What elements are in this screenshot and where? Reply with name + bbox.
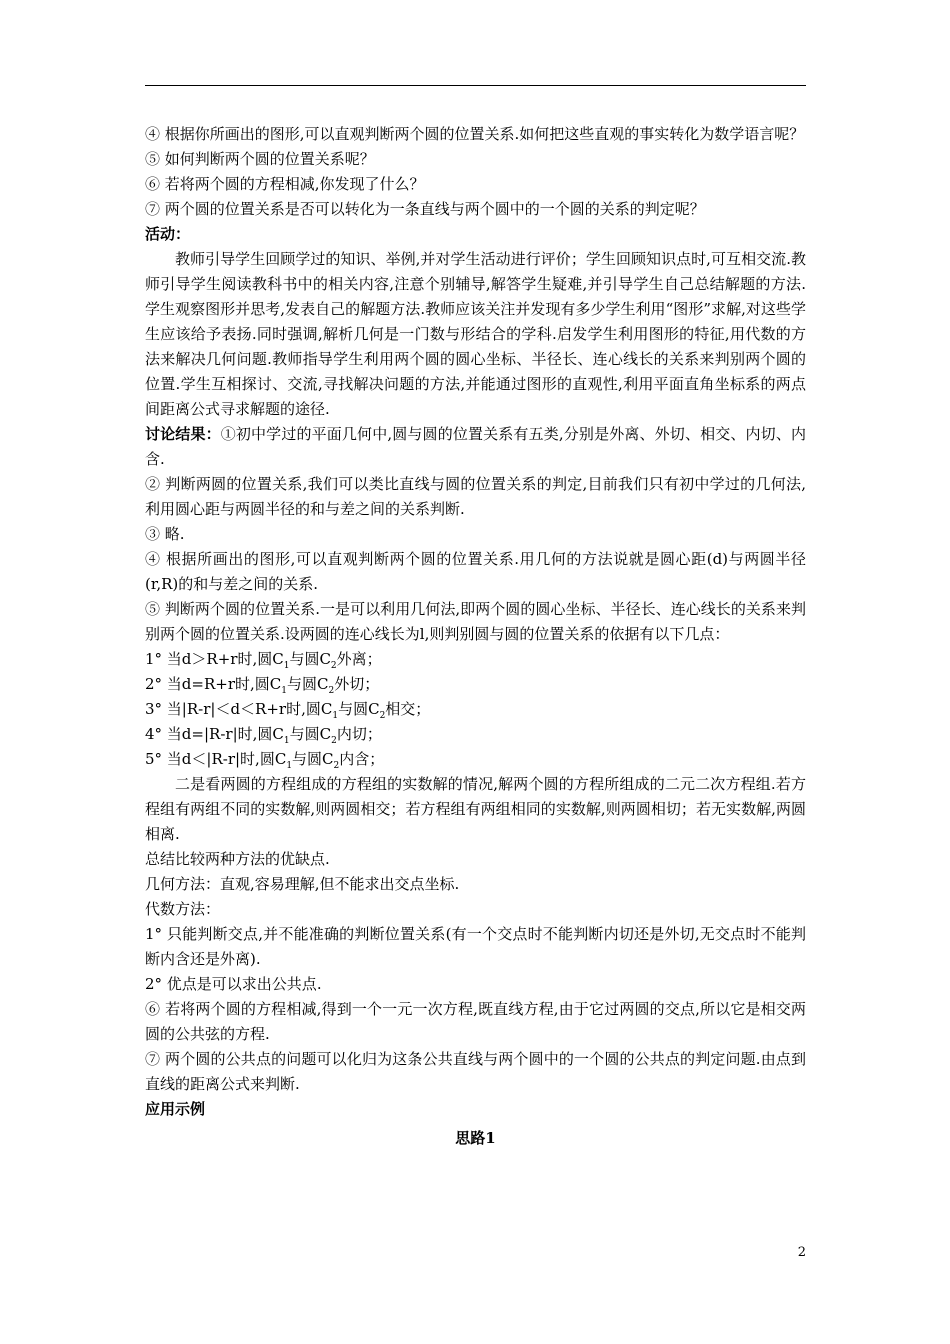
algebraic-method-paragraph: 二是看两圆的方程组成的方程组的实数解的情况,解两个圆的方程所组成的二元二次方程组.若方程组有两组不同的实数解,则两圆相交；若方程组有两组相同的实数解,则两圆相切；若无实数解,两圆相离.: [145, 775, 806, 843]
discussion-result-6: ⑥ 若将两个圆的方程相减,得到一个一元一次方程,既直线方程,由于它过两圆的交点,所以它是相交两圆的公共弦的方程.: [145, 1000, 806, 1043]
discussion-result-3: ③ 略.: [145, 525, 185, 543]
question-5: ⑤ 如何判断两个圆的位置关系呢？: [145, 150, 375, 168]
case-item: 2° 当d=R+r时,圆$C_1$与圆$C_2$外切；: [145, 675, 380, 696]
header-rule: [145, 85, 806, 86]
question-7: ⑦ 两个圆的位置关系是否可以转化为一条直线与两个圆中的一个圆的关系的判定呢？: [145, 200, 705, 218]
question-4: ④ 根据你所画出的图形,可以直观判断两个圆的位置关系.如何把这些直观的事实转化为数学语言呢？: [145, 125, 805, 143]
algebraic-point-2: 2° 优点是可以求出公共点.: [145, 975, 322, 993]
application-heading: 应用示例: [145, 1100, 206, 1118]
activity-heading: 活动：: [145, 225, 191, 243]
compare-methods: 总结比较两种方法的优缺点.: [145, 850, 330, 868]
application-subheading: 思路1: [455, 1129, 496, 1147]
page-content: [145, 122, 806, 1151]
geometric-method: 几何方法：直观,容易理解,但不能求出交点坐标.: [145, 875, 460, 893]
discussion-heading: 讨论结果：: [145, 425, 221, 443]
discussion-result-5: ⑤ 判断两个圆的位置关系.一是可以利用几何法,即两个圆的圆心坐标、半径长、连心线长的关系来判别两个圆的位置关系.设两圆的连心线长为l,则判别圆与圆的位置关系的依据有以下几点：: [145, 600, 806, 643]
case-item: 5° 当d＜|R-r|时,圆$C_1$与圆$C_2$内含；: [145, 750, 385, 771]
discussion-result-1-text: ①初中学过的平面几何中,圆与圆的位置关系有五类,分别是外离、外切、相交、内切、内含.: [145, 425, 806, 468]
discussion-result-7: ⑦ 两个圆的公共点的问题可以化归为这条公共直线与两个圆中的一个圆的公共点的判定问题.由点到直线的距离公式来判断.: [145, 1050, 806, 1093]
case-item: 4° 当d=|R-r|时,圆$C_1$与圆$C_2$内切；: [145, 725, 382, 746]
algebraic-method-label: 代数方法：: [145, 900, 221, 918]
case-item: 1° 当d＞R+r时,圆$C_1$与圆$C_2$外离；: [145, 650, 382, 671]
discussion-result-4: ④ 根据所画出的图形,可以直观判断两个圆的位置关系.用几何的方法说就是圆心距(d)与两圆半径(r,R)的和与差之间的关系.: [145, 550, 806, 593]
page-number: 2: [797, 1245, 806, 1260]
algebraic-point-1: 1° 只能判断交点,并不能准确的判断位置关系(有一个交点时不能判断内切还是外切,无交点时不能判断内含还是外离).: [145, 925, 806, 968]
case-item: 3° 当|R-r|＜d＜R+r时,圆$C_1$与圆$C_2$相交；: [145, 700, 431, 721]
activity-body: 教师引导学生回顾学过的知识、举例,并对学生活动进行评价；学生回顾知识点时,可互相交流.教师引导学生阅读教科书中的相关内容,注意个别辅导,解答学生疑难,并引导学生自己总结解题的方法.学生观察图形并思考,发表自己的解题方法.教师应该关注并发现有多少学生利用“图形”求解,对这些学生应该给予表扬.同时强调,解析几何是一门数与形结合的学科.启发学生利用图形的特征,用代数的方法来解决几何问题.教师指导学生利用两个圆的圆心坐标、半径长、连心线长的关系来判别两个圆的位置.学生互相探讨、交流,寻找解决问题的方法,并能通过图形的直观性,利用平面直角坐标系的两点间距离公式寻求解题的途径.: [145, 250, 806, 418]
discussion-result-2: ② 判断两圆的位置关系,我们可以类比直线与圆的位置关系的判定,目前我们只有初中学过的几何法,利用圆心距与两圆半径的和与差之间的关系判断.: [145, 475, 806, 518]
discussion-result-1: [145, 422, 806, 472]
question-6: ⑥ 若将两个圆的方程相减,你发现了什么？: [145, 175, 425, 193]
